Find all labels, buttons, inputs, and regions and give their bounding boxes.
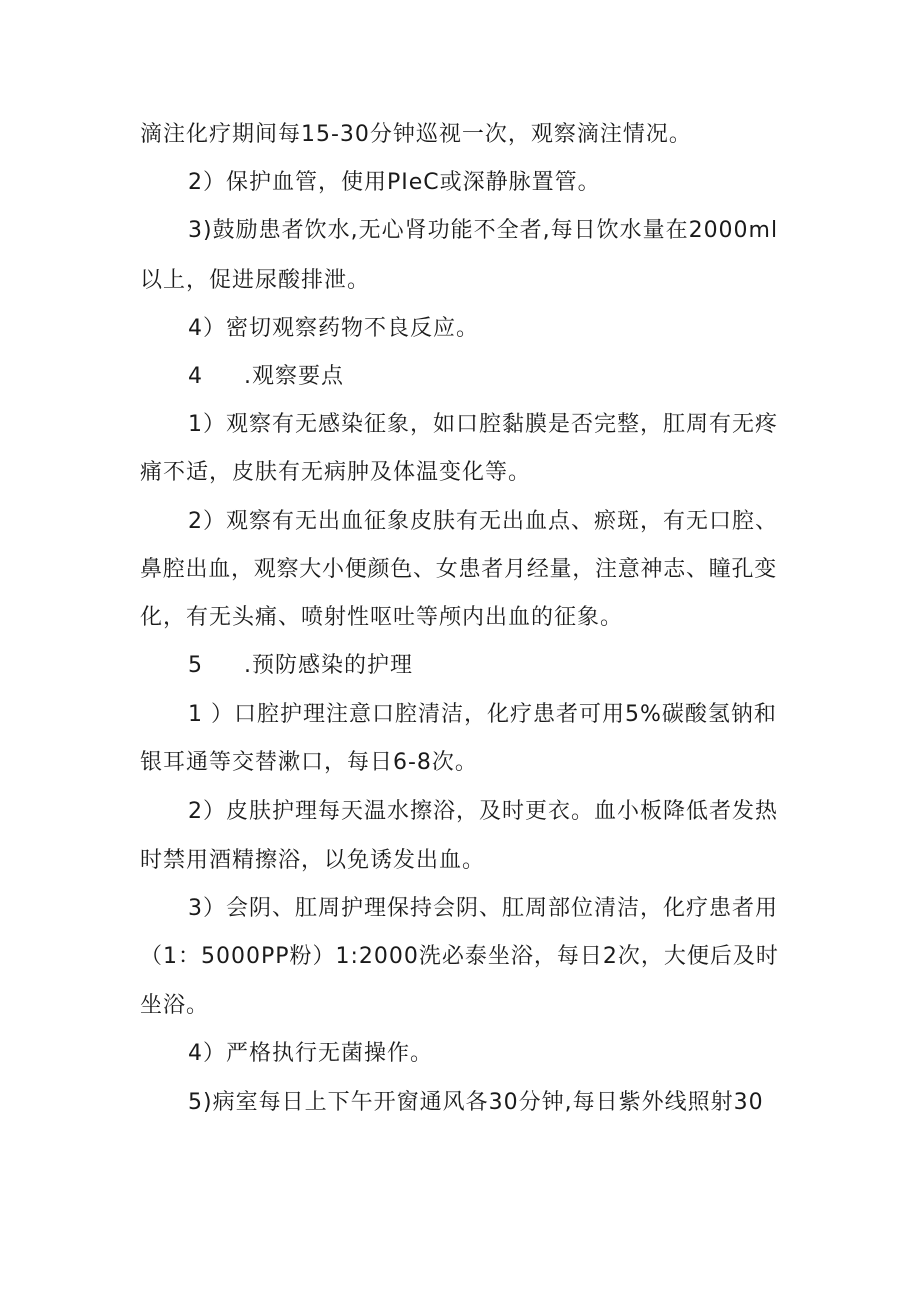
section-heading-infection-prevention [188,651,413,681]
paragraph-line: 2）皮肤护理每天温水擦浴，及时更衣。血小板降低者发热 [188,799,778,824]
paragraph-line: 痛不适，皮肤有无病肿及体温变化等。 [140,460,532,485]
section-heading-observation [188,362,344,392]
paragraph-line: 滴注化疗期间每15-30分钟巡视一次，观察滴注情况。 [140,122,692,147]
paragraph-line: 3）会阴、肛周护理保持会阴、肛周部位清洁，化疗患者用 [188,896,778,921]
paragraph-line: 1）观察有无感染征象，如口腔黏膜是否完整，肛周有无疼 [188,412,778,437]
paragraph-line: 4）严格执行无菌操作。 [188,1041,433,1066]
section-title: .预防感染的护理 [244,653,413,678]
paragraph-line: 以上，促进尿酸排泄。 [140,268,371,293]
paragraph-line: 1 ）口腔护理注意口腔清洁，化疗患者可用5%碳酸氢钠和 [188,702,777,727]
section-title: .观察要点 [244,364,344,389]
paragraph-line: 2）保护血管，使用PIeC或深静脉置管。 [188,170,601,195]
section-number: 4 [188,364,203,389]
section-number: 5 [188,653,203,678]
paragraph-line: 时禁用酒精擦浴，以免诱发出血。 [140,848,486,873]
paragraph-line: 2）观察有无出血征象皮肤有无出血点、瘀斑，有无口腔、 [188,509,778,534]
paragraph-line: 4）密切观察药物不良反应。 [188,316,479,341]
paragraph-line: 化，有无头痛、喷射性呕吐等颅内出血的征象。 [140,605,624,630]
paragraph-line: 鼻腔出血，观察大小便颜色、女患者月经量，注意神志、瞳孔变 [140,557,778,582]
paragraph-line: 坐浴。 [140,993,210,1018]
paragraph-line: （1：5000PP粉）1:2000洗必泰坐浴，每日2次，大便后及时 [140,944,779,969]
paragraph-line: 银耳通等交替漱口，每日6-8次。 [140,750,478,775]
paragraph-line: 3)鼓励患者饮水,无心肾功能不全者,每日饮水量在2000ml [188,218,779,243]
paragraph-line: 5)病室每日上下午开窗通风各30分钟,每日紫外线照射30 [188,1090,764,1115]
